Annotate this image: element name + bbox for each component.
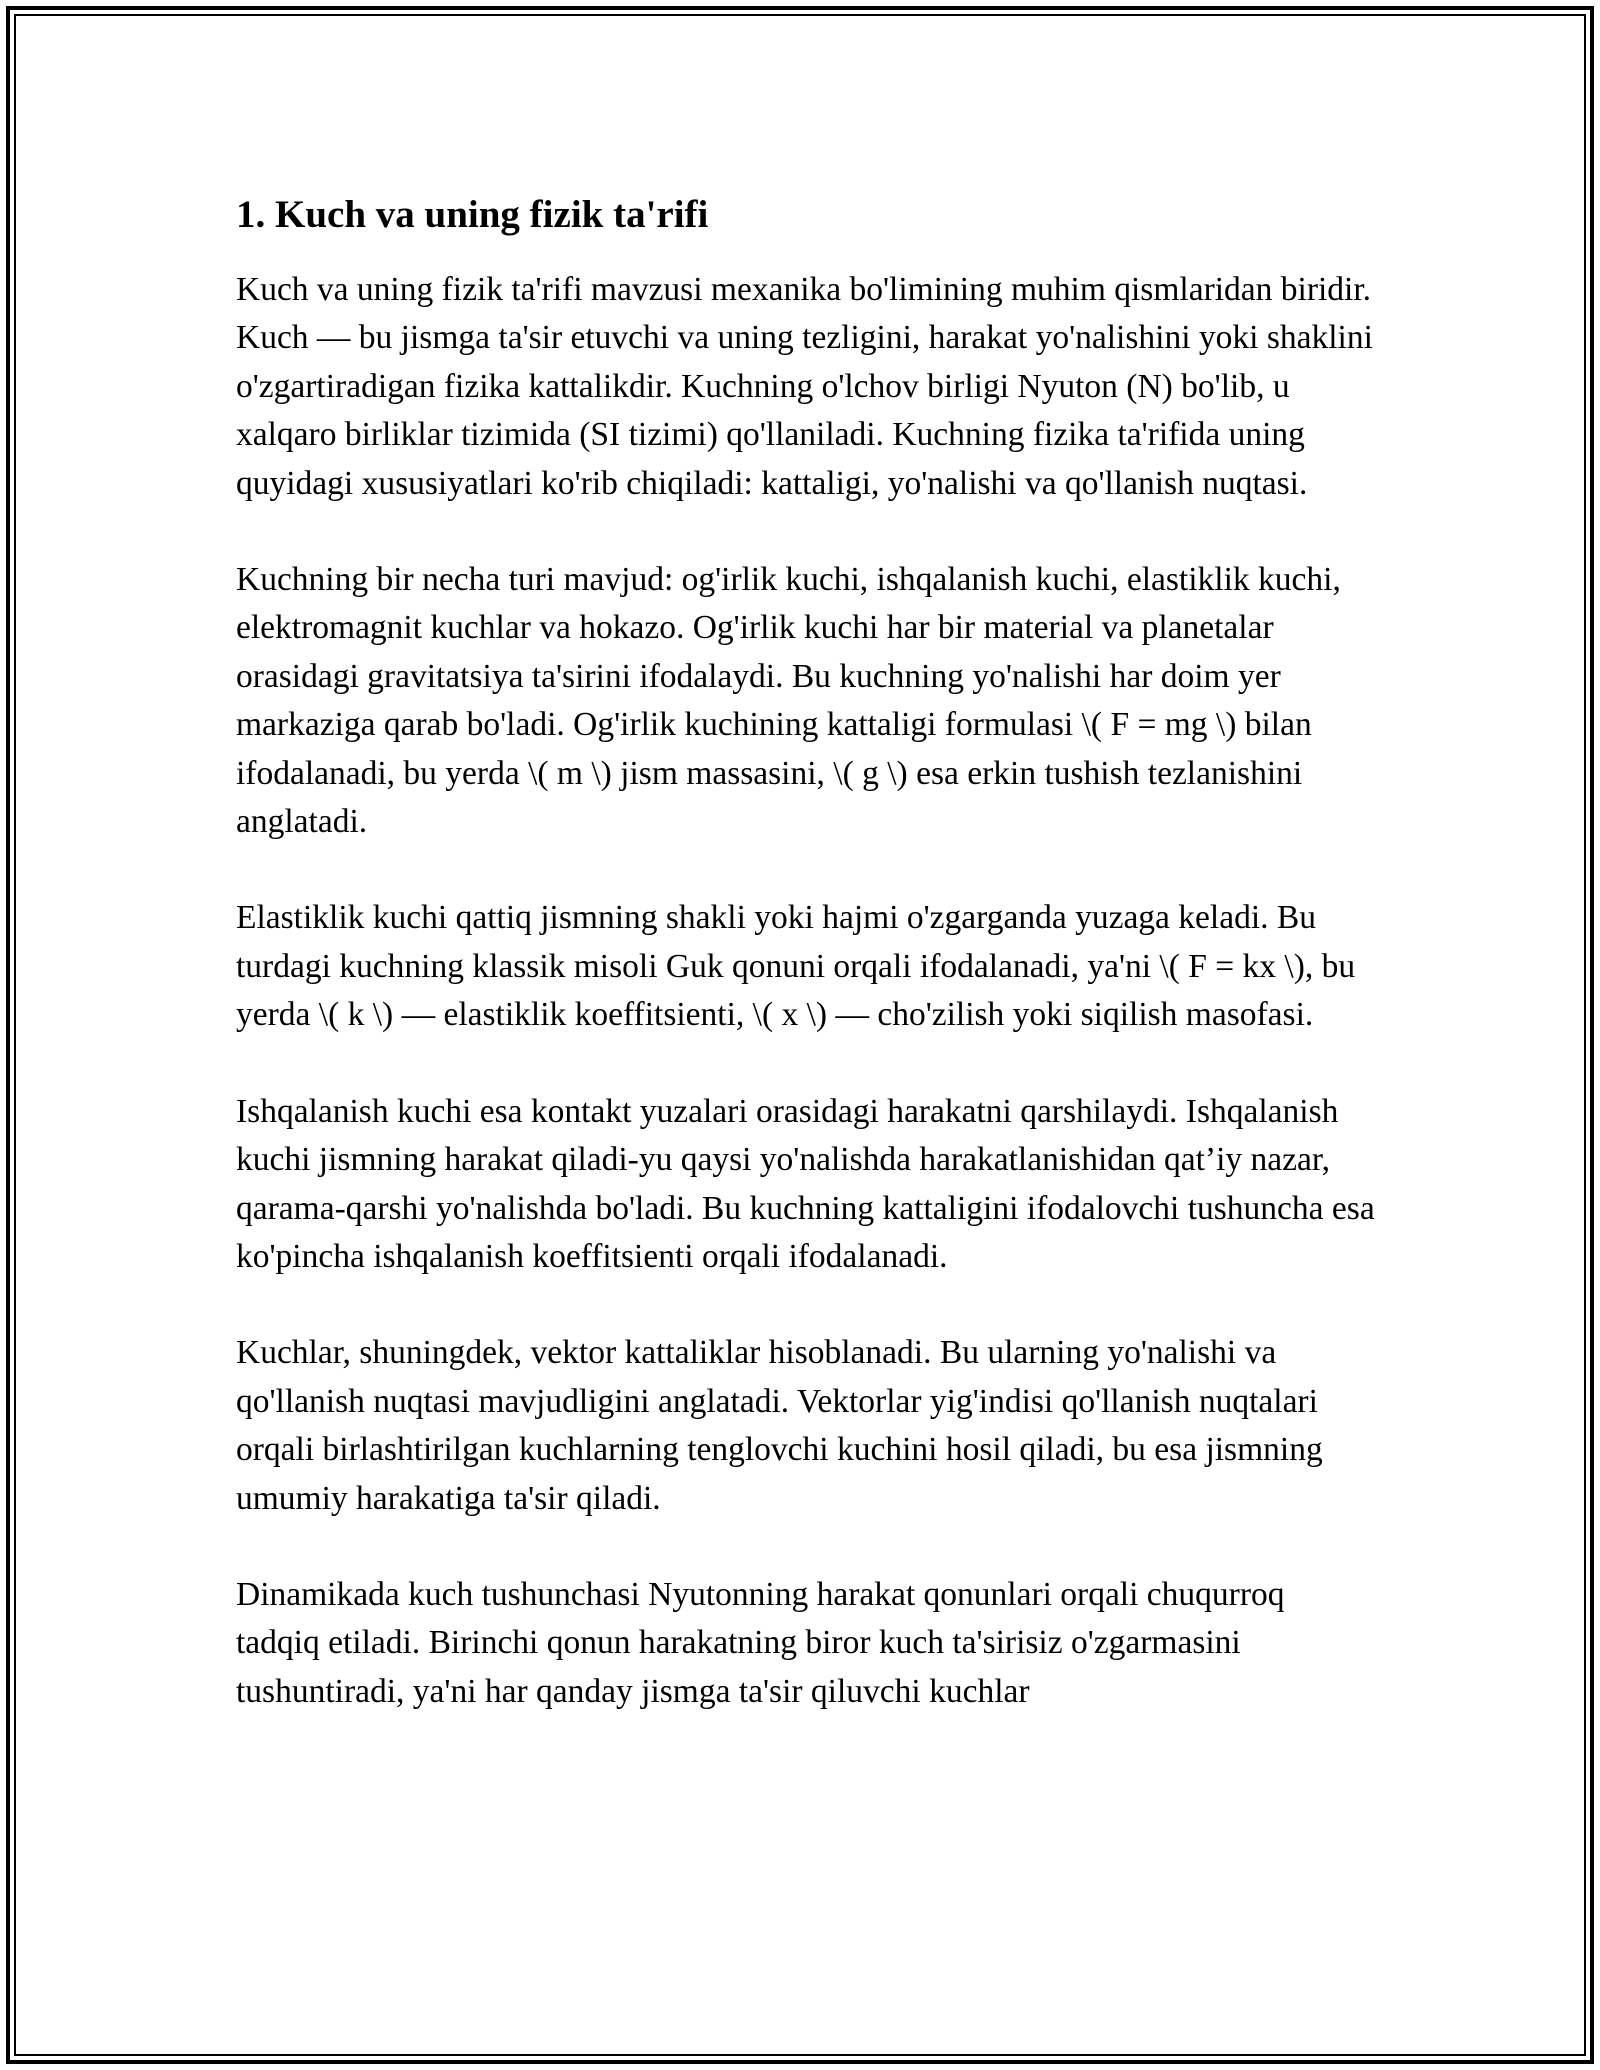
- paragraph-elastic-force: Elastiklik kuchi qattiq jismning shakli yoki hajmi o'zgarganda yuzaga keladi. Bu turdagi kuchning klassik misoli Guk qonuni orqali ifodalanadi, ya'ni \( F = kx \), bu yerda \( k \) — elastiklik koeffitsienti, \( x \) — cho'zilish yoki siqilish masofasi.: [236, 899, 1356, 1034]
- paragraph-definition: Kuch va uning fizik ta'rifi mavzusi mexanika bo'limining muhim qismlaridan biridir. Kuch — bu jismga ta'sir etuvchi va uning tezligini, harakat yo'nalishini yoki shaklini o'zgartiradigan fizika kattalikdir. Kuchning o'lchov birligi Nyuton (N) bo'lib, u xalqaro birliklar tizimida (SI tizimi) qo'llaniladi. Kuchning fizika ta'rifida uning quyidagi xususiyatlari ko'rib chiqiladi: kattaligi, yo'nalishi va qo'llanish nuqtasi.: [236, 271, 1373, 502]
- paragraph-vector-forces: Kuchlar, shuningdek, vektor kattaliklar hisoblanadi. Bu ularning yo'nalishi va qo'llanish nuqtasi mavjudligini anglatadi. Vektorlar yig'indisi qo'llanish nuqtalari orqali birlashtirilgan kuchlarning tenglovchi kuchini hosil qiladi, bu esa jismning umumiy harakatiga ta'sir qiladi.: [236, 1334, 1323, 1517]
- section-heading: 1. Kuch va uning fizik ta'rifi: [236, 193, 709, 236]
- paragraph-friction-force: Ishqalanish kuchi esa kontakt yuzalari orasidagi harakatni qarshilaydi. Ishqalanish kuchi jismning harakat qiladi-yu qaysi yo'nalishda harakatlanishidan qat’iy nazar, qarama-qarshi yo'nalishda bo'ladi. Bu kuchning kattaligini ifodalovchi tushuncha esa ko'pincha ishqalanish koeffitsienti orqali ifodalanadi.: [236, 1092, 1375, 1275]
- paragraph-force-types: Kuchning bir necha turi mavjud: og'irlik kuchi, ishqalanish kuchi, elastiklik kuchi, elektromagnit kuchlar va hokazo. Og'irlik kuchi har bir material va planetalar orasidagi gravitatsiya ta'sirini ifodalaydi. Bu kuchning yo'nalishi har doim yer markaziga qarab bo'ladi. Og'irlik kuchining kattaligi formulasi \( F = mg \) bilan ifodalanadi, bu yerda \( m \) jism massasini, \( g \) esa erkin tushish tezlanishini anglatadi.: [236, 561, 1341, 841]
- paragraph-dynamics: Dinamikada kuch tushunchasi Nyutonning harakat qonunlari orqali chuqurroq tadqiq etiladi. Birinchi qonun harakatning biror kuch ta'sirisiz o'zgarmasini tushuntiradi, ya'ni har qanday jismga ta'sir qiluvchi kuchlar: [236, 1575, 1285, 1710]
- document-body: [236, 188, 1376, 1764]
